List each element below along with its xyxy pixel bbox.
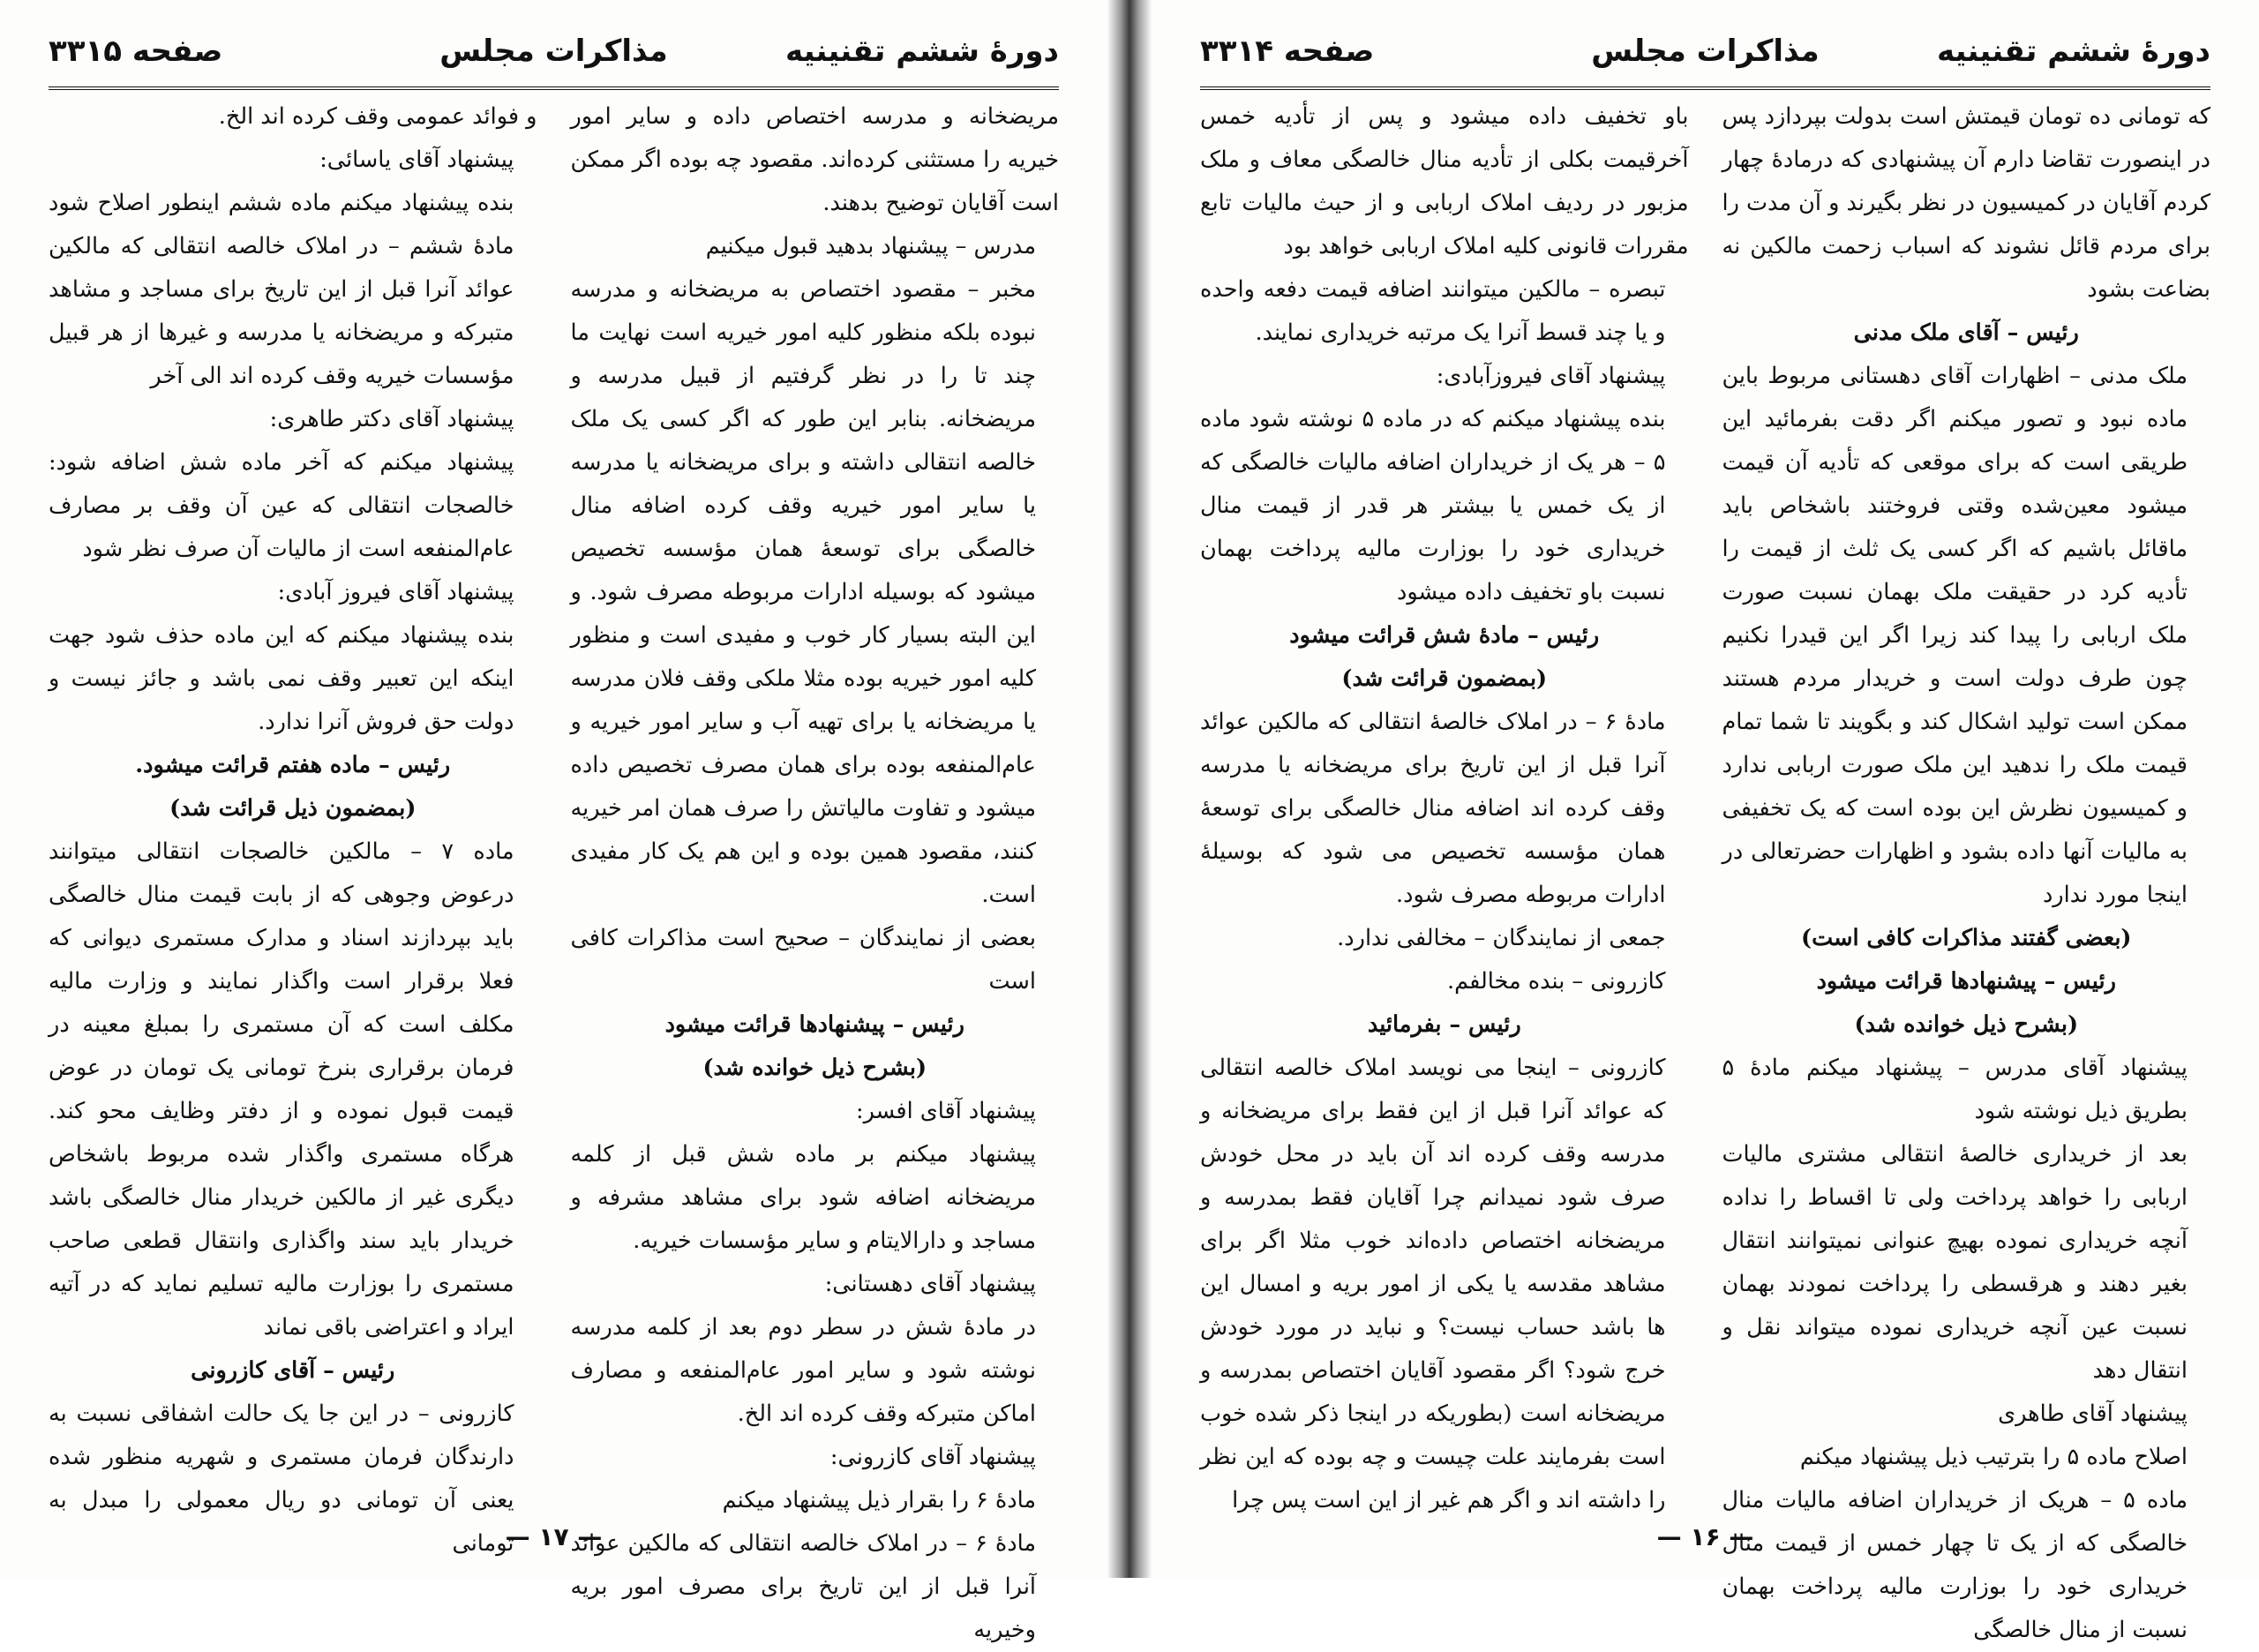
page-number: صفحه ۳۳۱۴: [1200, 34, 1375, 69]
paragraph: پیشنهاد آقای دکتر طاهری:: [269, 406, 514, 432]
paragraph: مریضخانه و مدرسه اختصاص داده و سایر امور خیریه را مستثنی کرده‌اند. مقصود چه بوده اگر ممکن است آقایان توضیح بدهند.: [570, 103, 1059, 216]
centered-heading: (بشرح ذیل خوانده شد): [702, 1055, 927, 1081]
text-column-left: [1200, 95, 1689, 1513]
centered-heading: (بمضمون قرائت شد): [1341, 665, 1548, 692]
centered-heading: رئیس – پیشنهادها قرائت میشود: [1816, 968, 2116, 995]
centered-heading: رئیس – آقای کازرونی: [191, 1357, 395, 1384]
centered-heading: (بعضی گفتند مذاکرات کافی است): [1801, 925, 2132, 951]
right-page-header: [1200, 25, 2210, 86]
paragraph: پیشنهاد آقای طاهری: [1998, 1400, 2188, 1427]
paragraph: مادهٔ ۶ – در املاک خالصه انتقالی که مالکین عوائد آنرا قبل از این تاریخ برای مصرف امور بریه وخیریه: [570, 1530, 1037, 1643]
paragraph: باو تخفیف داده میشود و پس از تأدیه خمس آخرقیمت بکلی از تأدیه منال خالصگی معاف و ملک مزبور در ردیف املاک اربابی و از حیث مالیات تابع مقررات قانونی کلیه املاک اربابی خواهد بود: [1200, 103, 1689, 259]
centered-heading: رئیس – ماده هفتم قرائت میشود.: [135, 752, 451, 778]
centered-heading: (بمضمون ذیل قرائت شد): [169, 795, 417, 822]
centered-heading: رئیس – بفرمائید: [1367, 1011, 1521, 1038]
left-page-header: [49, 25, 1059, 86]
paragraph: تبصره – مالکین میتوانند اضافه قیمت دفعه واحده و یا چند قسط آنرا یک مرتبه خریداری نمایند.: [1200, 276, 1666, 346]
header-divider: [49, 86, 1059, 90]
paragraph: بنده پیشنهاد میکنم که این ماده حذف شود جهت اینکه این تعبیر وقف نمی باشد و جائز نیست و دولت حق فروش آنرا ندارد.: [49, 622, 514, 735]
paragraph: پیشنهاد آقای مدرس – پیشنهاد میکنم مادهٔ ۵ بطریق ذیل نوشته شود: [1722, 1055, 2188, 1124]
page-number: صفحه ۳۳۱۵: [49, 34, 223, 69]
paragraph: بعد از خریداری خالصهٔ انتقالی مشتری مالیات اربابی را خواهد پرداخت ولی تا اقساط را نداده آنچه خریداری نموده بهیچ عنوانی نمیتوانند انتقال بغیر دهند و هرقسطی را پرداخت نمودند بهمان نسبت عین آنچه خریداری نموده میتواند نقل و انتقال دهد: [1722, 1141, 2188, 1384]
paragraph: پیشنهاد میکنم بر ماده شش قبل از کلمه مریضخانه اضافه شود برای مشاهد مشرفه و مساجد و دارالایتام و سایر مؤسسات خیریه.: [570, 1141, 1036, 1254]
session-label: دورهٔ ششم تقنینیه: [1937, 34, 2210, 69]
book-gutter: [1107, 0, 1152, 1578]
centered-heading: رئیس – آقای ملک مدنی: [1853, 319, 2079, 346]
right-page: [1152, 0, 2259, 1643]
paragraph: کازرونی – بنده مخالفم.: [1447, 968, 1666, 995]
paragraph: مدرس – پیشنهاد بدهید قبول میکنیم: [705, 233, 1036, 259]
paragraph: بنده پیشنهاد میکنم ماده ششم اینطور اصلاح شود مادهٔ ششم – در املاک خالصه انتقالی که مالکین عوائد آنرا قبل از این تاریخ برای مساجد و مشاهد متبرکه و مریضخانه یا مدرسه و غیرها از هر قبیل مؤسسات خیریه وقف کرده اند الی آخر: [49, 190, 514, 389]
text-column-right: [570, 95, 1060, 1643]
paragraph: پیشنهاد آقای یاسائی:: [319, 146, 514, 173]
text-column-right: [1722, 95, 2211, 1643]
paragraph: پیشنهاد آقای دهستانی:: [824, 1271, 1036, 1297]
paragraph: ملک مدنی – اظهارات آقای دهستانی مربوط باین ماده نبود و تصور میکنم اگر دقت بفرمائید این طریقی است که برای موقعی که تأدیه آن قیمت میشود معین‌شده وقتی فروختند باشخاص باید ماقائل باشیم که اگر کسی یک ثلث از قیمت را تأدیه کرد در حقیقت ملک بهمان نسبت صورت ملک اربابی را پیدا کند زیرا اگر این قیدرا نکنیم چون طرف دولت است و خریدار مردم هستند ممکن است تولید اشکال کند و بگویند تا شما تمام قیمت ملک را ندهید این ملک صورت اربابی ندارد و کمیسیون نظرش این بوده است که یک تخفیفی به مالیات آنها داده بشود و اظهارات حضرتعالی در اینجا مورد ندارد: [1722, 363, 2188, 908]
paragraph: اصلاح ماده ۵ را بترتیب ذیل پیشنهاد میکنم: [1799, 1444, 2188, 1470]
paragraph: پیشنهاد میکنم که آخر ماده شش اضافه شود: خالصجات انتقالی که عین آن وقف بر مصارف عام‌المنفعه است از مالیات آن صرف نظر شود: [49, 449, 514, 562]
paragraph: و فوائد عمومی وقف کرده اند الخ.: [218, 103, 537, 130]
paragraph: ماده ۵ – هریک از خریداران اضافه مالیات منال خالصگی که از یک تا چهار خمس از قیمت منال خریداری خود را بوزارت مالیه پرداخت بهمان نسبت از منال خالصگی: [1722, 1487, 2188, 1643]
paragraph: ماده ۷ – مالکین خالصجات انتقالی میتوانند درعوض وجوهی که از بابت قیمت منال خالصگی باید بپردازند اسناد و مدارک مستمری دیوانی که فعلا برقرار است واگذار نمایند و وزارت مالیه مکلف است که آن مستمری را بمبلغ معینه در فرمان برقراری بنرخ تومانی یک تومان در عوض قیمت قبول نموده و از دفتر وظایف محو کند. هرگاه مستمری واگذار شده مربوط باشخاص دیگری غیر از مالکین خریدار منال خالصگی باشد خریدار باید سند واگذاری وانتقال قطعی صاحب مستمری را بوزارت مالیه تسلیم نماید که در آتیه ایراد و اعتراضی باقی نماند: [49, 838, 514, 1340]
paragraph: در مادهٔ شش در سطر دوم بعد از کلمه مدرسه نوشته شود و سایر امور عام‌المنفعه و مصارف اماکن متبرکه وقف کرده اند الخ.: [570, 1314, 1036, 1427]
paragraph: کازرونی – در این جا یک حالت اشفاقی نسبت به دارندگان فرمان مستمری و شهریه منظور شده یعنی آن تومانی دو ریال معمولی را مبدل به تومانی: [49, 1400, 514, 1557]
page-title: مذاکرات مجلس: [1591, 34, 1820, 69]
paragraph: بنده پیشنهاد میکنم که در ماده ۵ نوشته شود ماده ۵ – هر یک از خریداران اضافه مالیات خالصگی که از یک خمس یا بیشتر هر قدر از قیمت منال خریداری خود را بوزارت مالیه پرداخت بهمان نسبت باو تخفیف داده میشود: [1200, 406, 1666, 605]
paragraph: مادهٔ ۶ را بقرار ذیل پیشنهاد میکنم: [722, 1487, 1036, 1513]
paragraph: جمعی از نمایندگان – مخالفی ندارد.: [1337, 925, 1666, 951]
paragraph: پیشنهاد آقای افسر:: [855, 1098, 1036, 1124]
paragraph: پیشنهاد آقای فیروز آبادی:: [277, 579, 514, 605]
header-divider: [1200, 86, 2210, 90]
paragraph: مخبر – مقصود اختصاص به مریضخانه و مدرسه نبوده بلکه منظور کلیه امور خیریه است نهایت ما چند تا را در نظر گرفتیم از قبیل مدرسه و مریضخانه. بنابر این طور که اگر کسی یک ملک خالصه انتقالی داشته و برای مریضخانه یا مدرسه یا سایر امور خیریه وقف کرده اضافه منال خالصگی برای توسعهٔ همان مؤسسه تخصیص میشود که بوسیله ادارات مربوطه مصرف شود. و این البته بسیار کار خوب و مفیدی است و منظور کلیه امور خیریه بوده مثلا ملکی وقف فلان مدرسه یا مریضخانه یا برای تهیه آب و سایر امور خیریه و عام‌المنفعه بوده برای همان مصرف تخصیص داده میشود و تفاوت مالیاتش را صرف همان امر خیریه کنند، مقصود همین بوده و این هم یک کار مفیدی است.: [570, 276, 1036, 908]
session-label: دورهٔ ششم تقنینیه: [785, 34, 1059, 69]
paragraph: مادهٔ ۶ – در املاک خالصهٔ انتقالی که مالکین عوائد آنرا قبل از این تاریخ برای مریضخانه یا مدرسه وقف کرده اند اضافه منال خالصگی برای توسعهٔ همان مؤسسه تخصیص می شود که بوسیلهٔ ادارات مربوطه مصرف شود.: [1200, 709, 1666, 908]
centered-heading: رئیس – مادهٔ شش قرائت میشود: [1289, 622, 1600, 649]
paragraph: پیشنهاد آقای فیروزآبادی:: [1436, 363, 1666, 389]
page-footer: — ۱۷ —: [505, 1522, 603, 1551]
paragraph: پیشنهاد آقای کازرونی:: [829, 1444, 1036, 1470]
paragraph: که تومانی ده تومان قیمتش است بدولت بپردازد پس در اینصورت تقاضا دارم آن پیشنهادی که درمادهٔ چهار کردم آقایان در کمیسیون در نظر بگیرند و آن مدت را برای مردم قائل نشوند که اسباب زحمت مالکین نه بضاعت بشود: [1722, 103, 2210, 303]
centered-heading: (بشرح ذیل خوانده شد): [1854, 1011, 2079, 1038]
page-footer: — ۱۶ —: [1656, 1522, 1754, 1551]
centered-heading: رئیس – پیشنهادها قرائت میشود: [664, 1011, 964, 1038]
text-column-left: [49, 95, 537, 1557]
paragraph: کازرونی – اینجا می نویسد املاک خالصه انتقالی که عوائد آنرا قبل از این فقط برای مریضخانه و مدرسه وقف کرده اند آن باید در محل خودش صرف شود نمیدانم چرا آقایان فقط بمدرسه و مریضخانه اختصاص داده‌اند خوب مثلا اگر برای مشاهد مقدسه یا یکی از امور بریه و امسال این ها باشد حساب نیست؟ و نباید در مورد خودش خرج شود؟ اگر مقصود آقایان اختصاص بمدرسه و مریضخانه است (بطوریکه در اینجا ذکر شده خوب است بفرمایند علت چیست و چه بوده که این نظر را داشته اند و اگر هم غیر از این است پس چرا: [1200, 1055, 1666, 1513]
paragraph: بعضی از نمایندگان – صحیح است مذاکرات کافی است: [570, 925, 1036, 995]
page-title: مذاکرات مجلس: [439, 34, 668, 69]
left-page: [0, 0, 1107, 1643]
